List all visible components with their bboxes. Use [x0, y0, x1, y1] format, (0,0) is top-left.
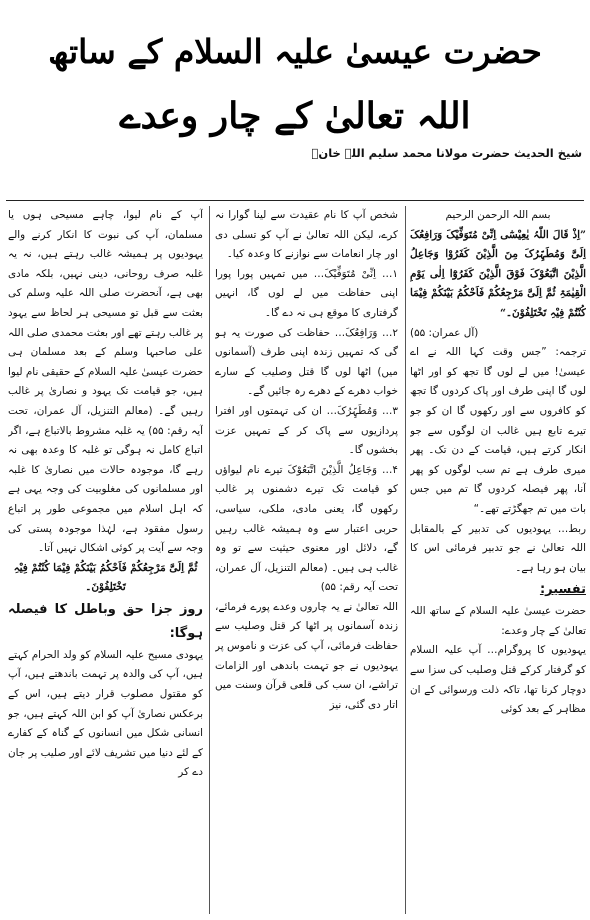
column-right: [410, 206, 586, 918]
paragraph: یہودی مسیح علیہ السلام کو ولد الحرام کہتے ہیں، آپ کی والدہ پر تہمت باندھتے ہیں، آپ کو مقتول مصلوب قرار دیتے ہیں، اس کے برعکس نصاریٰ آپ کو ابن اللہ کہتے ہیں، جو انسانی شکل میں انسانوں کے گناہ کے کفارے کے لئے دنیا میں تشریف لائے اور صلیب پر جان دے کر: [8, 648, 203, 779]
article-title-line-1: حضرت عیسیٰ علیہ السلام کے ساتھ: [48, 32, 542, 71]
article-title-line-2: اللہ تعالیٰ کے چار وعدے: [119, 95, 471, 137]
promise-2-paragraph: ۲… وَرَافِعُکَ… حفاظت کی صورت یہ ہو گی کہ تمہیں زندہ اپنی طرف (آسمانوں میں) اٹھا لوں گا قتل وصلیب کے سارے خواب دھرے کے دھرے رہ جائیں گے۔: [215, 326, 398, 398]
promise-3-paragraph: ۳… وَمُطَہِّرُکَ… ان کی تہمتوں اور افترا پردازیوں سے پاک کر کے تمہیں عزت بخشوں گا۔: [215, 404, 398, 457]
column-left: [8, 206, 203, 918]
author-byline: شیخ الحدیث حضرت مولانا محمد سلیم اللہ خانؒ: [311, 146, 582, 160]
context-paragraph: ربط… یہودیوں کی تدبیر کے بالمقابل اللہ تعالیٰ نے جو تدبیر فرمائی اس کا بیان ہو رہا ہے۔: [410, 522, 586, 574]
column-divider: [209, 206, 210, 914]
quran-verse: ”اِذْ قَالَ اللّٰہُ یٰعِیْسٰٓی اِنِّیْ مُتَوَفِّیْکَ وَرَافِعُکَ اِلَیَّ وَمُطَہِّرُکَ مِنَ الَّذِیْنَ کَفَرُوْا وَجَاعِلُ الَّذِیْنَ اتَّبَعُوْکَ فَوْقَ الَّذِیْنَ کَفَرُوْٓا اِلٰی یَوْمِ الْقِیٰمَۃِ ثُمَّ اِلَیَّ مَرْجِعُکُمْ فَاَحْکُمُ بَیْنَکُمْ فِیْمَا کُنْتُمْ فِیْہِ تَخْتَلِفُوْنَ۔“: [410, 228, 586, 319]
column-divider: [405, 206, 406, 914]
paragraph: آپ کے نام لیوا، چاہے مسیحی ہوں یا مسلمان، آپ کی نبوت کا انکار کرنے والے یہودیوں پر ہمیشہ غالب رہتے ہیں، نہ یہ غلبہ صرف روحانی، دینی نہیں، بلکہ مادی بھی ہے، آنحضرت صلی اللہ علیہ وسلم کی بعثت سے قبل تو مسیحی ہر لحاظ سے یہود پر غالب رہتے تھے اور بعثت محمدی صلی اللہ علی صاحبہا وسلم کے بعد مسلمان ہی حضرت عیسیٰ علیہ السلام کے حقیقی نام لیوا ہیں، جو قیامت تک یہود و نصاریٰ پر غالب رہیں گے۔ (معالم التنزیل، آل عمران، تحت آیہ رقم: ۵۵) یہ غلبہ مشروط بالاتباع ہے، اگر اتباع کامل نہ ہوگی تو غلبہ کا وعدہ بھی نہ رہے گا، موجودہ حالات میں نصاریٰ کا غلبہ اور مسلمانوں کی مغلوبیت کی وجہ یہی ہے کہ اہل اسلام میں مجموعی طور پر اتباع رسول مفقود ہے، لہٰذا موجودہ پستی کی وجہ سے آیت پر کوئی اشکال نہیں آتا۔: [8, 209, 203, 555]
translation-paragraph: ترجمہ: ”جس وقت کہا اللہ نے اے عیسیٰ! میں لے لوں گا تجھ کو اور اٹھا لوں گا اپنی طرف اور پاک کردوں گا تجھ کو کافروں سے اور رکھوں گا ان کو جو تیرے تابع ہیں غالب ان لوگوں سے جو انکار کرتے ہیں، قیامت کے دن تک۔ پھر میری طرف ہے تم سب لوگوں کو پھر آنا، پھر فیصلہ کردوں گا تم میں جس بات میں تم جھگڑتے تھے۔“: [410, 346, 586, 515]
tafsir-subheading: حضرت عیسیٰ علیہ السلام کے ساتھ اللہ تعالیٰ کے چار وعدے:: [410, 605, 586, 637]
section-heading: روز جزا حق وباطل کا فیصلہ ہوگا:: [8, 601, 203, 641]
column-middle: [215, 206, 398, 918]
paragraph: شخص آپ کا نام عقیدت سے لینا گوارا نہ کرے، لیکن اللہ تعالیٰ نے آپ کو تسلی دی اور چار انعامات سے نوازنے کا وعدہ کیا۔: [215, 209, 398, 261]
tafsir-paragraph: یہودیوں کا پروگرام… آپ علیہ السلام کو گرفتار کرکے قتل وصلیب کی سزا سے دوچار کرنا تھا، تاکہ ذلت ورسوائی کے ان مظاہر کے بعد کوئی: [410, 644, 586, 716]
header-divider: [6, 200, 584, 201]
quran-verse: ثُمَّ اِلَیَّ مَرْجِعُکُمْ فَاَحْکُمُ بَیْنَکُمْ فِیْمَا کُنْتُمْ فِیْہِ تَخْتَلِفُوْنَ۔: [13, 561, 198, 594]
verse-reference: (آل عمران: ۵۵): [410, 326, 479, 339]
bismillah: بسم اللہ الرحمن الرحیم: [445, 209, 551, 221]
paragraph: اللہ تعالیٰ نے یہ چاروں وعدے پورے فرمائے، زندہ آسمانوں پر اٹھا کر قتل وصلیب سے حفاظت فرمائی، آپ کی عزت و ناموس پر یہودیوں نے جو تہمت باندھی اور الزامات تراشے، ان سب کی قلعی قرآن وسنت میں اتار دی گئی، نیز: [215, 600, 398, 711]
promise-4-paragraph: ۴… وَجَاعِلُ الَّذِیْنَ اتَّبَعُوْکَ تیرے نام لیواؤں کو قیامت تک تیرے دشمنوں پر غالب رکھوں گا، یعنی مادی، ملکی، سیاسی، حربی اعتبار سے وہ ہمیشہ غالب رہیں گے، دلائل اور معنوی حیثیت سے تو وہ غالب ہی ہیں۔ (معالم التنزیل، آل عمران، تحت آیہ رقم: ۵۵): [215, 463, 398, 594]
promise-1-paragraph: ۱… اِنِّیْ مُتَوَفِّیْکَ… میں تمہیں پورا پورا اپنی حفاظت میں لے لوں گا، انہیں گرفتاری کا موقع ہی نہ دے گا۔: [215, 267, 398, 319]
article-header: [0, 0, 590, 170]
tafsir-heading: تفسیر:: [539, 582, 586, 598]
